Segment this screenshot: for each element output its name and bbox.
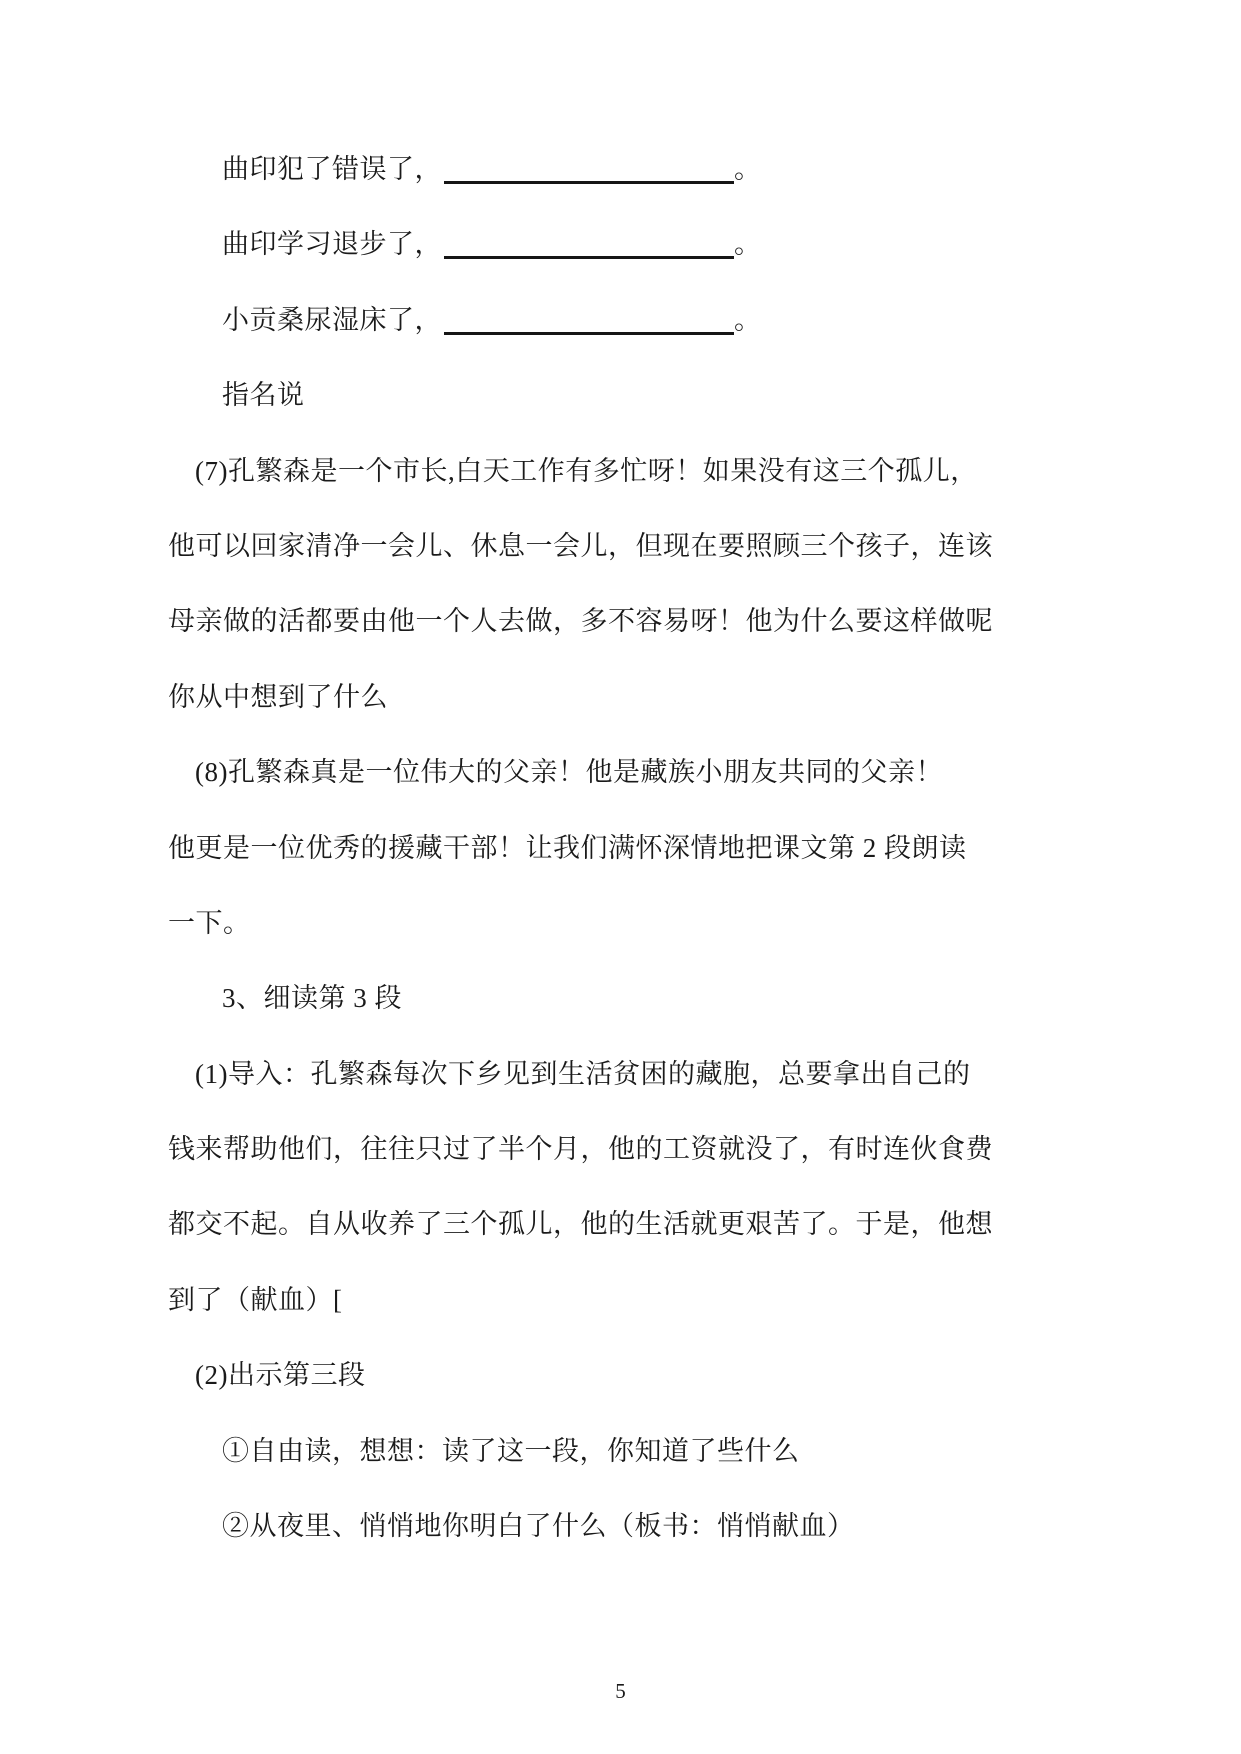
line-text: 小贡桑尿湿床了， — [222, 304, 442, 335]
text-line — [168, 1489, 968, 1564]
line-text: 曲印学习退步了， — [222, 229, 442, 260]
line-text: 指名说 — [222, 380, 305, 411]
text-line — [168, 584, 993, 659]
text-line — [168, 1338, 968, 1413]
line-suffix: 。 — [734, 304, 762, 335]
line-text: 他更是一位优秀的援藏干部！让我们满怀深情地把课文第 2 段朗读 — [168, 832, 967, 863]
text-line — [168, 1187, 993, 1262]
line-text: (8)孔繁森真是一位伟大的父亲！他是藏族小朋友共同的父亲！ — [195, 757, 943, 788]
line-text: ②从夜里、悄悄地你明白了什么（板书：悄悄献血） — [222, 1511, 855, 1542]
text-line — [168, 1263, 968, 1338]
line-text: (7)孔繁森是一个市长,白天工作有多忙呀！如果没有这三个孤儿， — [195, 455, 978, 486]
fill-in-blank — [444, 305, 734, 335]
line-text: 3、细读第 3 段 — [222, 983, 402, 1014]
line-text: 钱来帮助他们，往往只过了半个月，他的工资就没了，有时连伙食费 — [168, 1134, 993, 1165]
fill-in-blank — [444, 229, 734, 259]
text-line — [168, 1414, 968, 1489]
line-text: 一下。 — [168, 907, 251, 938]
text-line — [168, 811, 968, 886]
page-number: 5 — [615, 1679, 626, 1703]
line-text: (2)出示第三段 — [195, 1360, 366, 1391]
line-text: 到了（献血）[ — [168, 1284, 343, 1315]
line-text: 母亲做的活都要由他一个人去做，多不容易呀！他为什么要这样做呢 — [168, 606, 993, 637]
text-line — [168, 207, 968, 282]
text-line — [168, 132, 968, 207]
line-text: 你从中想到了什么 — [168, 681, 388, 712]
text-line — [168, 886, 968, 961]
line-text: 他可以回家清净一会儿、休息一会儿，但现在要照顾三个孩子，连该 — [168, 530, 993, 561]
text-line — [168, 283, 968, 358]
fill-in-blank — [444, 154, 734, 184]
line-text: 曲印犯了错误了， — [222, 154, 442, 184]
text-line — [168, 358, 968, 433]
text-line — [168, 509, 993, 584]
line-text: 都交不起。自从收养了三个孤儿，他的生活就更艰苦了。于是，他想 — [168, 1209, 993, 1240]
line-suffix: 。 — [734, 154, 762, 184]
text-line — [168, 434, 978, 509]
line-text: (1)导入：孔繁森每次下乡见到生活贫困的藏胞，总要拿出自己的 — [195, 1058, 971, 1089]
line-suffix: 。 — [734, 229, 762, 260]
document-body — [168, 132, 993, 1564]
text-line — [168, 735, 968, 810]
text-line — [168, 660, 968, 735]
text-line — [168, 961, 968, 1036]
text-line — [168, 1037, 971, 1112]
line-text: ①自由读，想想：读了这一段，你知道了些什么 — [222, 1435, 800, 1466]
text-line — [168, 1112, 993, 1187]
